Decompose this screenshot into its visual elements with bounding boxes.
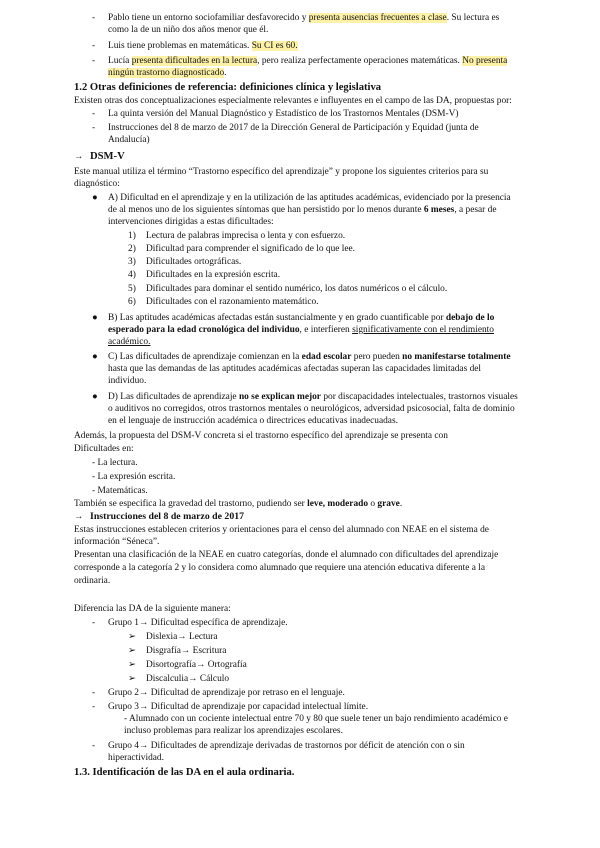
bullet-dot-icon: ● — [92, 392, 98, 402]
difficulty-item: - La expresión escrita. — [92, 472, 176, 482]
arrow-right-icon: → — [74, 512, 84, 522]
instrucciones-p-line-2: información “Séneca”. — [74, 537, 160, 547]
grupo-3-detail-line-1: - Alumnado con un cociente intelectual entre 70 y 80 que suele tener un bajo rendimiento académico e — [124, 714, 508, 724]
list-number: 1) — [128, 231, 136, 241]
bullet-dot-icon: ● — [92, 313, 98, 323]
dash-bullet: - — [92, 109, 96, 119]
lucia-line-2: ningún trastorno diagnosticado. — [108, 68, 227, 78]
list-number: 3) — [128, 257, 136, 267]
dsm-intro-line-1: Este manual utiliza el término “Trastorno específico del aprendizaje” y propone los siguientes criterios para su — [74, 167, 489, 177]
pablo-line-2: como la de un niño dos años menor que él. — [108, 25, 269, 35]
criterion-d-line-2: o auditivos no corregidos, otros trastornos mentales o neurológicos, adversidad psicosocial, falta de dominio — [108, 404, 515, 414]
arrowhead-bullet-icon: ➢ — [128, 660, 136, 670]
criterion-a-line-3: intervenciones dirigidas a estas dificultades: — [108, 217, 274, 227]
bullet-dot-icon: ● — [92, 352, 98, 362]
instrucciones-heading: Instrucciones del 8 de marzo de 2017 — [90, 511, 245, 522]
instrucciones-p-line-4: corresponde a la categoría 2 y lo considera como alumnado que requiere una atención educativa diferente a la — [74, 563, 486, 573]
criterion-c-line-3: individuo. — [108, 376, 147, 386]
ademas-line-2: Dificultades en: — [74, 444, 134, 454]
instrucciones-p-line-3: Presentan una clasificación de la NEAE en cuatro categorías, donde el alumnado con dificultades del aprendizaje — [74, 550, 499, 560]
luis-line: Luis tiene problemas en matemáticas. Su CI es 60. — [108, 41, 298, 51]
section-1-2-intro: Existen otras dos conceptualizaciones especialmente relevantes e influyentes en el campo de las DA, propuestas por: — [74, 96, 512, 106]
criterion-b-line-3: académico. — [108, 337, 151, 347]
arrowhead-bullet-icon: ➢ — [128, 674, 136, 684]
gravedad-line: También se especifica la gravedad del trastorno, pudiendo ser leve, moderado o grave. — [74, 499, 403, 509]
arrowhead-bullet-icon: ➢ — [128, 646, 136, 656]
criterion-a-line-2: de al menos uno de los siguientes síntomas que han persistido por lo menos durante 6 meses, a pesar de — [108, 205, 497, 215]
grupo-3: Grupo 3→ Dificultad de aprendizaje por capacidad intelectual límite. — [108, 702, 369, 712]
list-item: Dificultades en la expresión escrita. — [146, 270, 281, 280]
ademas-line-1: Además, la propuesta del DSM-V concreta si el trastorno específico del aprendizaje se presenta con — [74, 431, 448, 441]
dash-bullet: - — [92, 13, 96, 23]
list-number: 5) — [128, 284, 136, 294]
lucia-line-1: Lucía presenta dificultades en la lectura, pero realiza perfectamente operaciones matemáticas. No presenta — [108, 56, 508, 66]
list-item: Dificultades para dominar el sentido numérico, los datos numéricos o el cálculo. — [146, 284, 448, 294]
dsm-heading: DSM-V — [90, 151, 125, 162]
dash-bullet: - — [92, 702, 96, 712]
instrucciones-p-line-5: ordinaria. — [74, 576, 111, 586]
grupo-4-line-2: hiperactividad. — [108, 753, 164, 763]
instrucciones-reference-line-1: Instrucciones del 8 de marzo de 2017 de la Dirección General de Participación y Equidad (junta de — [108, 123, 479, 133]
grupo-1-sub-item: Discalculia→ Cálculo — [146, 674, 230, 684]
criterion-c-line-2: hasta que las demandas de las aptitudes académicas afectadas superan las capacidades limitadas del — [108, 364, 482, 374]
dash-bullet: - — [92, 41, 96, 51]
pablo-line-1: Pablo tiene un entorno sociofamiliar desfavorecido y presenta ausencias frecuentes a clase. Su lectura es — [108, 13, 500, 23]
list-number: 4) — [128, 270, 136, 280]
dash-bullet: - — [92, 688, 96, 698]
section-1-2-heading: 1.2 Otras definiciones de referencia: definiciones clínica y legislativa — [74, 82, 382, 93]
section-1-3-heading: 1.3. Identificación de las DA en el aula ordinaria. — [74, 767, 295, 778]
criterion-c-line-1: C) Las dificultades de aprendizaje comienzan en la edad escolar pero pueden no manifestarse totalmente — [108, 352, 511, 362]
arrowhead-bullet-icon: ➢ — [128, 632, 136, 642]
criterion-a-line-1: A) Dificultad en el aprendizaje y en la utilización de las aptitudes académicas, evidenciado por la presencia — [108, 193, 511, 203]
grupo-2: Grupo 2→ Dificultad de aprendizaje por retraso en el lenguaje. — [108, 688, 345, 698]
dash-bullet: - — [92, 56, 96, 66]
criterion-b-line-1: B) Las aptitudes académicas afectadas están sustancialmente y en grado cuantificable por debajo de lo — [108, 313, 495, 323]
criterion-d-line-3: en el lenguaje de instrucción académica o directrices educativas inadecuadas. — [108, 416, 398, 426]
criterion-d-line-1: D) Las dificultades de aprendizaje no se explican mejor por discapacidades intelectuales, trastornos visuales — [108, 392, 518, 402]
arrow-right-icon: → — [74, 152, 84, 162]
diferencia-intro: Diferencia las DA de la siguiente manera: — [74, 604, 231, 614]
dash-bullet: - — [92, 741, 96, 751]
dsm-intro-line-2: diagnóstico: — [74, 179, 120, 189]
grupo-1-sub-item: Disgrafía→ Escritura — [146, 646, 227, 656]
list-item: Dificultad para comprender el significado de lo que lee. — [146, 244, 356, 254]
difficulty-item: - La lectura. — [92, 458, 138, 468]
list-number: 6) — [128, 297, 136, 307]
criterion-b-line-2: esperado para la edad cronológica del individuo, e interfieren significativamente con el rendimiento — [108, 325, 494, 335]
instrucciones-p-line-1: Estas instrucciones establecen criterios y orientaciones para el censo del alumnado con NEAE en el sistema de — [74, 525, 489, 535]
dash-bullet: - — [92, 618, 96, 628]
grupo-3-detail-line-2: incluso problemas para realizar los aprendizajes escolares. — [124, 726, 343, 736]
grupo-1: Grupo 1→ Dificultad específica de aprendizaje. — [108, 618, 288, 628]
list-number: 2) — [128, 244, 136, 254]
list-item: Dificultades ortográficas. — [146, 257, 242, 267]
grupo-1-sub-item: Dislexia→ Lectura — [146, 632, 218, 642]
grupo-4-line-1: Grupo 4→ Dificultades de aprendizaje derivadas de trastornos por déficit de atención con o sin — [108, 741, 465, 751]
dash-bullet: - — [92, 123, 96, 133]
grupo-1-sub-item: Disortografía→ Ortografía — [146, 660, 247, 670]
bullet-dot-icon: ● — [92, 193, 98, 203]
difficulty-item: - Matemáticas. — [92, 486, 148, 496]
list-item: Lectura de palabras imprecisa o lenta y con esfuerzo. — [146, 231, 346, 241]
instrucciones-reference-line-2: Andalucía) — [108, 135, 150, 145]
dsm-reference-item: La quinta versión del Manual Diagnóstico y Estadístico de los Trastornos Mentales (DSM-V) — [108, 109, 459, 119]
list-item: Dificultades con el razonamiento matemático. — [146, 297, 319, 307]
